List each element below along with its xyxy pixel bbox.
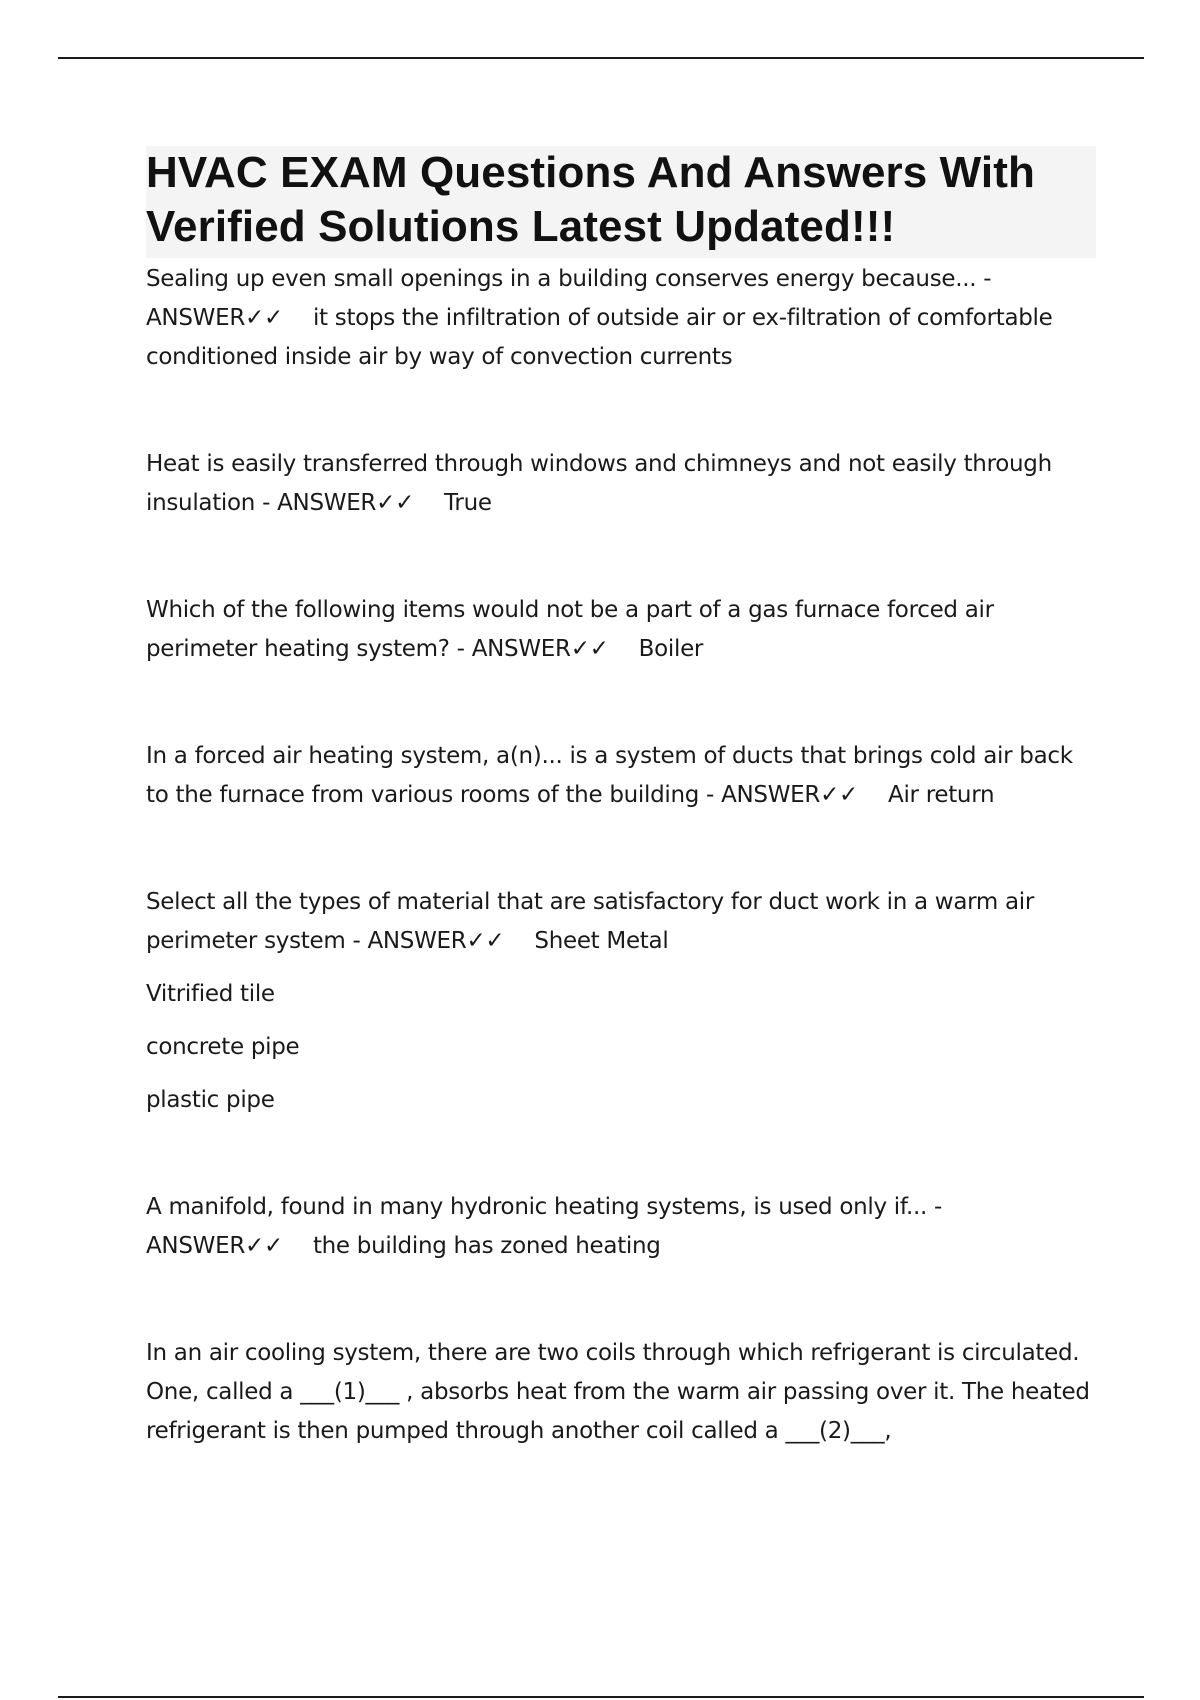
qa-item-1: [146, 260, 1096, 377]
answer-text: Air return: [888, 782, 995, 808]
answer-marker: ANSWER✓✓: [367, 928, 505, 954]
question-text: Heat is easily transferred through windows and chimneys and not easily through insulation -: [146, 451, 1052, 516]
qa-item-6: [146, 1188, 1096, 1266]
qa-item-2: [146, 445, 1096, 523]
answer-marker: ANSWER✓✓: [277, 490, 415, 516]
document-body: [146, 146, 1096, 1451]
answer-extra-line: concrete pipe: [146, 1034, 300, 1060]
question-text: Which of the following items would not be a part of a gas furnace forced air perimeter heating system? -: [146, 597, 994, 662]
answer-marker: ANSWER✓✓: [146, 1233, 283, 1259]
question-text: A manifold, found in many hydronic heating systems, is used only if... -: [146, 1194, 943, 1220]
question-text: Select all the types of material that are satisfactory for duct work in a warm air perimeter system -: [146, 889, 1035, 954]
answer-marker: ANSWER✓✓: [146, 305, 283, 331]
qa-item-5: [146, 883, 1096, 961]
answer-text: it stops the infiltration of outside air or ex-filtration of comfortable conditioned inside air by way of convection currents: [146, 305, 1053, 370]
answer-text: the building has zoned heating: [312, 1233, 661, 1259]
answer-marker: ANSWER✓✓: [471, 636, 609, 662]
answer-text: Boiler: [638, 636, 704, 662]
answer-marker: ANSWER✓✓: [721, 782, 859, 808]
answer-extra-line: Vitrified tile: [146, 981, 275, 1007]
answer-extra-line: plastic pipe: [146, 1087, 275, 1113]
qa-item-4: [146, 737, 1096, 815]
footer-rule: [58, 1696, 1144, 1698]
question-text: In an air cooling system, there are two coils through which refrigerant is circulated. One, called a ___(1)___ , absorbs heat from the warm air passing over it. The heated refrigerant is then pumped through another coil called a ___(2)___,: [146, 1340, 1090, 1444]
qa-item-7: [146, 1334, 1096, 1451]
answer-text: Sheet Metal: [534, 928, 669, 954]
qa-item-3: [146, 591, 1096, 669]
question-text: In a forced air heating system, a(n)... is a system of ducts that brings cold air back to the furnace from various rooms of the building -: [146, 743, 1073, 808]
document-title: HVAC EXAM Questions And Answers With Verified Solutions Latest Updated!!!: [146, 146, 1096, 258]
question-text: Sealing up even small openings in a building conserves energy because... -: [146, 266, 992, 292]
answer-text: True: [444, 490, 492, 516]
header-rule: [58, 57, 1144, 59]
